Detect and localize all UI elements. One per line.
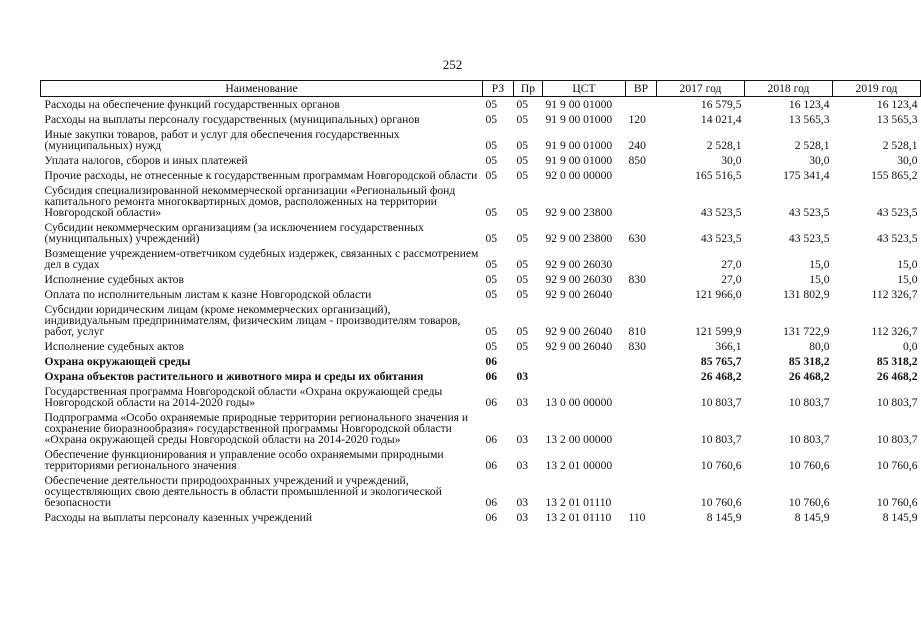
cell-2017: 165 516,5 — [695, 169, 742, 182]
cell-2018: 2 528,1 — [794, 139, 830, 152]
cell-rz: 05 — [485, 139, 498, 152]
cell-name: Расходы на выплаты персоналу государственных (муниципальных) органов — [44, 113, 420, 126]
cell-cst — [543, 354, 626, 369]
cell-cst: 91 9 00 01000 — [545, 113, 613, 126]
cell-vr — [626, 183, 657, 220]
table-row — [41, 369, 921, 384]
cell-pr: 05 — [516, 325, 529, 338]
cell-rz: 05 — [485, 258, 498, 271]
table-row — [41, 153, 921, 168]
header-name: Наименование — [41, 81, 483, 97]
cell-vr — [626, 354, 657, 369]
cell-vr: 240 — [628, 139, 646, 152]
table-row — [41, 246, 921, 272]
cell-pr: 03 — [516, 459, 529, 472]
cell-2019: 112 326,7 — [871, 288, 918, 301]
cell-2019: 10 760,6 — [876, 459, 918, 472]
cell-vr: 110 — [628, 511, 646, 524]
table-row — [41, 272, 921, 287]
cell-name: Охрана окружающей среды — [44, 355, 191, 368]
table-header — [41, 81, 921, 97]
table-row — [41, 97, 921, 113]
cell-rz: 05 — [485, 169, 498, 182]
cell-2017: 27,0 — [721, 258, 742, 271]
cell-cst: 92 9 00 23800 — [545, 232, 613, 245]
cell-pr: 05 — [516, 273, 529, 286]
cell-rz: 05 — [485, 273, 498, 286]
cell-name: Исполнение судебных актов — [44, 340, 184, 353]
table-row — [41, 183, 921, 220]
cell-2019: 26 468,2 — [876, 370, 918, 383]
page-number: 252 — [442, 57, 463, 72]
cell-pr: 05 — [516, 98, 529, 111]
cell-2017: 121 966,0 — [695, 288, 742, 301]
table-row — [41, 410, 921, 447]
cell-name: Уплата налогов, сборов и иных платежей — [44, 154, 248, 167]
cell-name: Оплата по исполнительным листам к казне Новгородской области — [44, 288, 372, 301]
table-row — [41, 112, 921, 127]
cell-pr — [514, 354, 543, 369]
cell-cst: 92 0 00 00000 — [545, 169, 613, 182]
cell-name: Субсидии юридическим лицам (кроме некоммерческих организаций), индивидуальным предпринимателям, физическим лицам - производителям товаров, работ, услуг — [44, 303, 461, 338]
cell-2018: 131 722,9 — [783, 325, 830, 338]
cell-2017: 121 599,9 — [695, 325, 742, 338]
cell-pr: 05 — [516, 232, 529, 245]
cell-name: Расходы на обеспечение функций государственных органов — [44, 98, 340, 111]
cell-pr: 05 — [516, 288, 529, 301]
cell-name: Иные закупки товаров, работ и услуг для обеспечения государственных (муниципальных) нужд — [44, 128, 400, 152]
cell-rz: 05 — [485, 232, 498, 245]
cell-2017: 85 765,7 — [700, 355, 742, 368]
cell-2018: 10 760,6 — [788, 459, 830, 472]
cell-cst: 91 9 00 01000 — [545, 154, 613, 167]
cell-rz: 06 — [485, 355, 498, 368]
cell-2017: 43 523,5 — [700, 206, 742, 219]
cell-rz: 06 — [485, 459, 498, 472]
cell-2018: 43 523,5 — [788, 206, 830, 219]
cell-2018: 10 760,6 — [788, 496, 830, 509]
table-row — [41, 127, 921, 153]
cell-2019: 16 123,4 — [876, 98, 918, 111]
cell-2019: 10 760,6 — [876, 496, 918, 509]
cell-name: Возмещение учреждением-ответчиком судебных издержек, связанных с рассмотрением дел в судах — [44, 247, 479, 271]
table-row — [41, 287, 921, 302]
cell-pr: 05 — [516, 139, 529, 152]
cell-2018: 80,0 — [809, 340, 830, 353]
cell-2018: 10 803,7 — [788, 433, 830, 446]
cell-rz: 06 — [485, 433, 498, 446]
cell-2018: 15,0 — [809, 258, 830, 271]
cell-vr — [626, 410, 657, 447]
cell-cst: 13 2 01 01110 — [545, 496, 612, 509]
budget-table — [40, 80, 921, 525]
cell-name: Подпрограмма «Особо охраняемые природные территории регионального значения и сохранение биоразнообразия» государственной программы Новгородской области «Охрана окружающей среды Новгородской области на 2014-2020 годы» — [44, 411, 469, 446]
cell-2017: 10 760,6 — [700, 459, 742, 472]
cell-2019: 0,0 — [903, 340, 918, 353]
cell-vr: 120 — [628, 113, 646, 126]
cell-2018: 26 468,2 — [788, 370, 830, 383]
cell-rz: 05 — [485, 325, 498, 338]
table-row — [41, 168, 921, 183]
table-row — [41, 354, 921, 369]
cell-rz: 06 — [485, 496, 498, 509]
table-row — [41, 473, 921, 510]
cell-rz: 05 — [485, 288, 498, 301]
cell-rz: 05 — [485, 340, 498, 353]
cell-cst: 92 9 00 26040 — [545, 340, 613, 353]
cell-2019: 85 318,2 — [876, 355, 918, 368]
cell-2019: 2 528,1 — [882, 139, 918, 152]
cell-2018: 85 318,2 — [788, 355, 830, 368]
cell-pr: 03 — [516, 396, 529, 409]
cell-2017: 10 803,7 — [700, 433, 742, 446]
cell-name: Обеспечение деятельности природоохранных учреждений и учреждений, осуществляющих свою деятельность в области промышленной и экологической безопасности — [44, 474, 442, 509]
header-row — [41, 81, 921, 97]
cell-pr: 03 — [516, 496, 529, 509]
cell-2017: 366,1 — [715, 340, 742, 353]
cell-2017: 43 523,5 — [700, 232, 742, 245]
cell-2018: 175 341,4 — [783, 169, 830, 182]
cell-name: Прочие расходы, не отнесенные к государственным программам Новгородской области — [44, 169, 478, 182]
cell-rz: 06 — [485, 396, 498, 409]
cell-name: Расходы на выплаты персоналу казенных учреждений — [44, 511, 313, 524]
cell-2019: 15,0 — [897, 273, 918, 286]
cell-name: Субсидии некоммерческим организациям (за исключением государственных (муниципальных) учреждений) — [44, 221, 424, 245]
cell-2019: 10 803,7 — [876, 396, 918, 409]
header-vr: ВР — [626, 81, 657, 97]
cell-2017: 2 528,1 — [706, 139, 742, 152]
cell-2018: 10 803,7 — [788, 396, 830, 409]
cell-pr: 05 — [516, 206, 529, 219]
header-pr: Пр — [514, 81, 543, 97]
cell-2018: 30,0 — [809, 154, 830, 167]
cell-vr: 830 — [628, 273, 646, 286]
cell-vr — [626, 473, 657, 510]
cell-2017: 14 021,4 — [700, 113, 742, 126]
cell-pr: 05 — [516, 113, 529, 126]
cell-pr: 03 — [516, 433, 529, 446]
header-2019: 2019 год — [833, 81, 921, 97]
cell-vr — [626, 447, 657, 473]
cell-pr: 05 — [516, 169, 529, 182]
cell-vr — [626, 97, 657, 113]
cell-vr — [626, 369, 657, 384]
cell-cst: 92 9 00 26040 — [545, 325, 613, 338]
table-row — [41, 510, 921, 525]
cell-pr: 03 — [516, 370, 529, 383]
cell-2017: 10 760,6 — [700, 496, 742, 509]
cell-vr — [626, 246, 657, 272]
cell-vr: 850 — [628, 154, 646, 167]
cell-2019: 13 565,3 — [876, 113, 918, 126]
cell-2017: 26 468,2 — [700, 370, 742, 383]
header-2018: 2018 год — [745, 81, 833, 97]
cell-2018: 131 802,9 — [783, 288, 830, 301]
cell-cst: 92 9 00 26030 — [545, 273, 613, 286]
cell-cst: 91 9 00 01000 — [545, 98, 613, 111]
cell-name: Обеспечение функционирования и управление особо охраняемыми природными территориями регионального значения — [44, 448, 444, 472]
cell-vr: 630 — [628, 232, 646, 245]
cell-vr — [626, 384, 657, 410]
cell-name: Охрана объектов растительного и животного мира и среды их обитания — [44, 370, 424, 383]
cell-name: Исполнение судебных актов — [44, 273, 184, 286]
cell-rz: 05 — [485, 206, 498, 219]
header-cst: ЦСТ — [543, 81, 626, 97]
cell-cst: 13 2 00 00000 — [545, 433, 613, 446]
cell-rz: 05 — [485, 98, 498, 111]
cell-vr — [626, 287, 657, 302]
cell-2018: 16 123,4 — [788, 98, 830, 111]
cell-2017: 27,0 — [721, 273, 742, 286]
cell-name: Субсидия специализированной некоммерческой организации «Региональный фонд капитального ремонта многоквартирных домов, расположенных на территории Новгородской области» — [44, 184, 456, 219]
header-2017: 2017 год — [657, 81, 745, 97]
cell-cst — [543, 369, 626, 384]
table-row — [41, 302, 921, 339]
cell-rz: 05 — [485, 154, 498, 167]
cell-2019: 15,0 — [897, 258, 918, 271]
cell-2018: 8 145,9 — [794, 511, 830, 524]
cell-2018: 15,0 — [809, 273, 830, 286]
cell-cst: 13 2 01 00000 — [545, 459, 613, 472]
cell-rz: 06 — [485, 370, 498, 383]
cell-2019: 112 326,7 — [871, 325, 918, 338]
cell-2017: 8 145,9 — [706, 511, 742, 524]
cell-2019: 10 803,7 — [876, 433, 918, 446]
table-row — [41, 339, 921, 354]
cell-2019: 8 145,9 — [882, 511, 918, 524]
cell-cst: 13 2 01 01110 — [545, 511, 612, 524]
cell-vr — [626, 168, 657, 183]
cell-2019: 30,0 — [897, 154, 918, 167]
table-body — [41, 97, 921, 526]
cell-2017: 16 579,5 — [700, 98, 742, 111]
cell-name: Государственная программа Новгородской области «Охрана окружающей среды Новгородской области на 2014-2020 годы» — [44, 385, 443, 409]
cell-2018: 43 523,5 — [788, 232, 830, 245]
cell-cst: 92 9 00 26030 — [545, 258, 613, 271]
cell-2019: 155 865,2 — [871, 169, 918, 182]
cell-pr: 05 — [516, 340, 529, 353]
table-row — [41, 447, 921, 473]
header-rz: РЗ — [483, 81, 514, 97]
cell-pr: 05 — [516, 154, 529, 167]
cell-cst: 13 0 00 00000 — [545, 396, 613, 409]
cell-rz: 05 — [485, 113, 498, 126]
table-row — [41, 384, 921, 410]
cell-2017: 30,0 — [721, 154, 742, 167]
table-row — [41, 220, 921, 246]
cell-2017: 10 803,7 — [700, 396, 742, 409]
cell-2019: 43 523,5 — [876, 206, 918, 219]
cell-2018: 13 565,3 — [788, 113, 830, 126]
cell-pr: 03 — [516, 511, 529, 524]
cell-cst: 91 9 00 01000 — [545, 139, 613, 152]
cell-cst: 92 9 00 23800 — [545, 206, 613, 219]
cell-rz: 06 — [485, 511, 498, 524]
cell-2019: 43 523,5 — [876, 232, 918, 245]
cell-cst: 92 9 00 26040 — [545, 288, 613, 301]
cell-vr: 810 — [628, 325, 646, 338]
cell-pr: 05 — [516, 258, 529, 271]
cell-vr: 830 — [628, 340, 646, 353]
